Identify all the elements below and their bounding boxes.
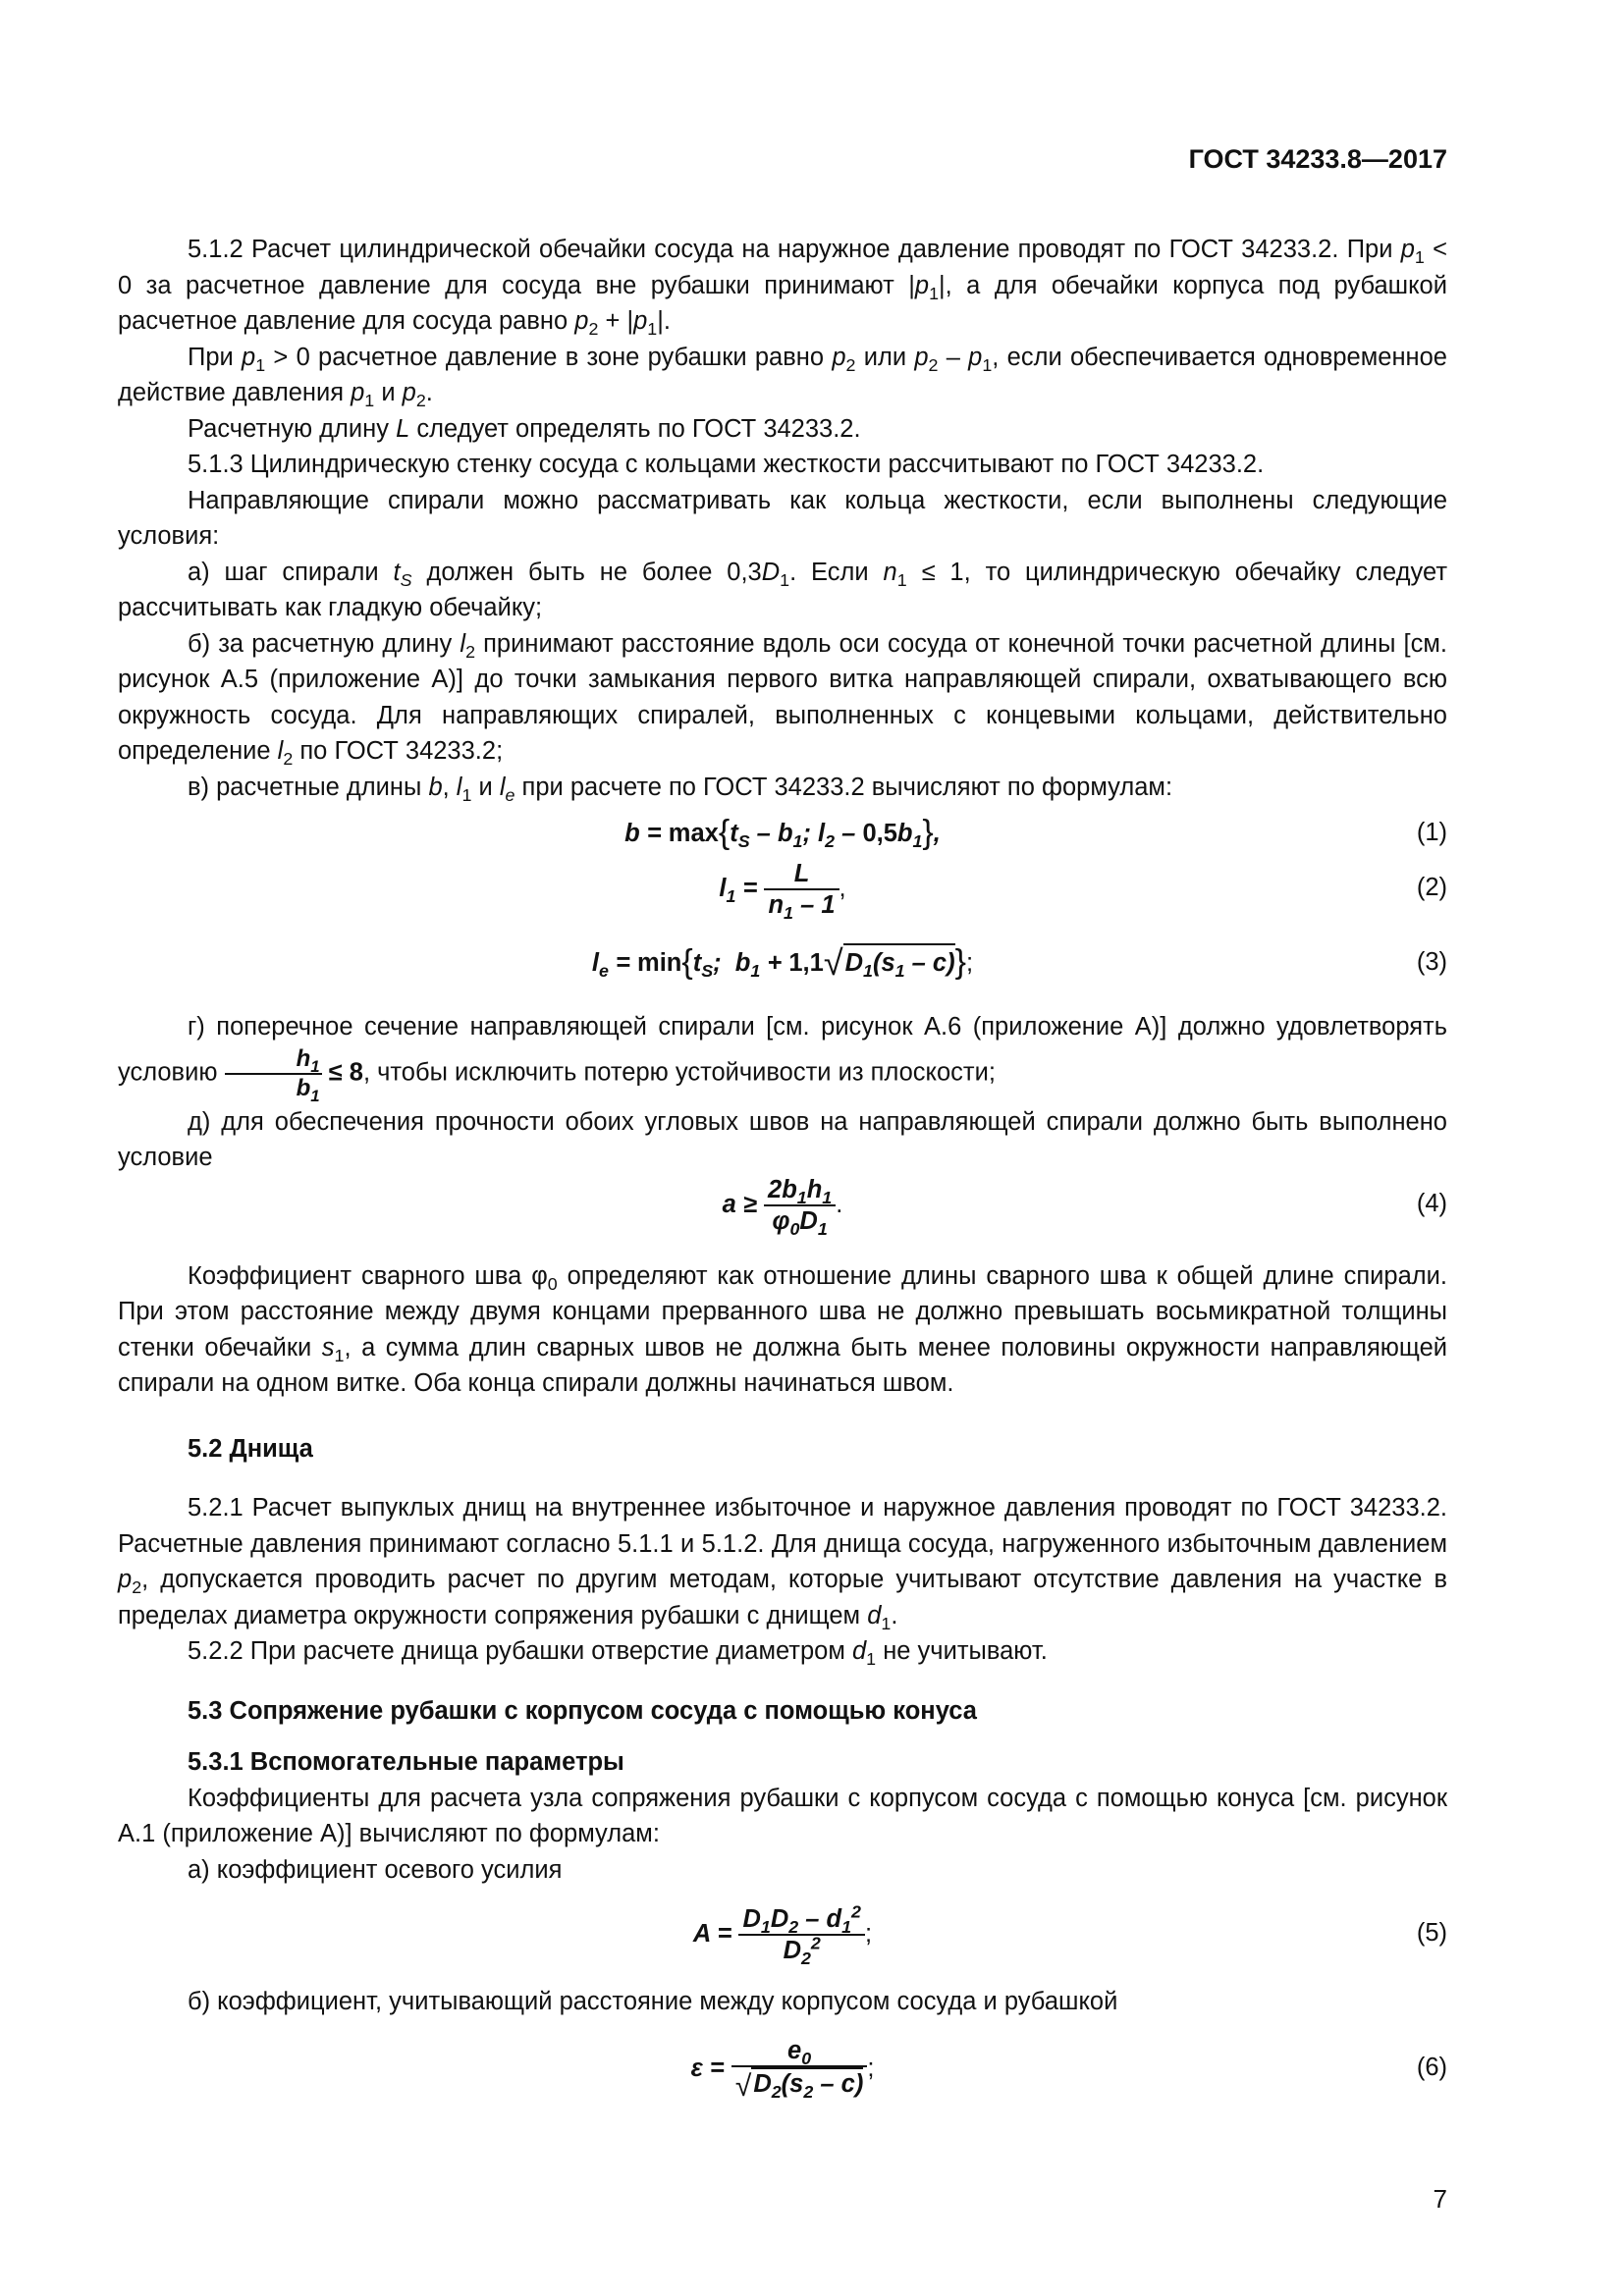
formula-1: $b = \max\{t_S - b_1$; $l_2 - 0,5b_1$}, (1) xyxy=(624,814,1447,851)
formula-3: $l_e = \min\{t_S$; $b_1 + 1,1√D_1(s_1 - c)$}; (3) xyxy=(118,934,1447,989)
paragraph-5-1-2: 5.1.2 Расчет цилиндрической обечайки сосуда на наружное давление проводят по ГОСТ 34233.2. При $p_1 < 0$ за расчетное давление для сосуда вне рубашки принимают $|p_1|$, а для обечайки корпуса под рубашкой расчетное давление для сосуда равно $p_2 + |p_1|$. xyxy=(118,236,1447,339)
list-item-v: в) расчетные длины b, $l_1$ и $l_e$ при расчете по ГОСТ 34233.2 вычисляют по формулам: xyxy=(188,773,1173,805)
formula-4: a ≥ $\frac{2b_1h_1}{\varphi_0D_1}$ . (4) xyxy=(722,1175,1447,1239)
section-5-2-heading: 5.2 Днища xyxy=(188,1434,313,1463)
subsection-5-3-1-heading: 5.3.1 Вспомогательные параметры xyxy=(188,1748,624,1776)
equation-number: (4) xyxy=(1416,1189,1447,1217)
running-header: ГОСТ 34233.8—2017 xyxy=(1188,144,1447,174)
list-item-d: д) для обеспечения прочности обоих угловых швов на направляющей спирали должно быть выполнено условие xyxy=(118,1107,1447,1171)
list-item-a: а) шаг спирали $t_S$ должен быть не более $0,3D_1$. Если $n_1 \le 1$, то цилиндрическую обечайку следует рассчитывать как гладкую обечайку; xyxy=(118,558,1448,621)
equation-number: (3) xyxy=(1416,948,1447,976)
formula-2: $l_1$ = $\frac{L}{n_1 - 1}$ , (2) xyxy=(719,860,1447,924)
equation-number: (5) xyxy=(1416,1919,1447,1947)
list-item-g: г) поперечное сечение направляющей спирали [см. рисунок А.6 (приложение А)] должно удовлетворять условию $\frac{h_1}{b_1}$ ≤ 8, чтобы исключить потерю устойчивости из плоскости; xyxy=(118,1013,1447,1105)
list-item-axial-force: а) коэффициент осевого усилия xyxy=(188,1855,563,1884)
equation-number: (6) xyxy=(1416,2053,1447,2081)
ratio-h1-b1: $\frac{h_1}{b_1}$ xyxy=(225,1045,322,1102)
paragraph-5-3-1: Коэффициенты для расчета узла сопряжения рубашки с корпусом сосуда с помощью конуса [см. рисунок А.1 (приложение А)] вычисляют по формулам: xyxy=(118,1784,1447,1847)
list-item-b: б) за расчетную длину $l_2$ принимают расстояние вдоль оси сосуда от конечной точки расчетной длины [см. рисунок А.5 (приложение А)] до точки замыкания первого витка направляющей спирали, охватывающего всю окружность сосуда. Для направляющих спиралей, выполненных с концевыми кольцами, действительно определение $l_2$ по ГОСТ 34233.2; xyxy=(118,629,1447,769)
section-5-3-heading: 5.3 Сопряжение рубашки с корпусом сосуда с помощью конуса xyxy=(188,1696,977,1725)
formula-6: ε = $\frac{e_0}{√D_2(s_2 - c)}$ ; (6) xyxy=(690,2037,1447,2104)
page-number: 7 xyxy=(1433,2184,1447,2214)
paragraph-5-1-3: 5.1.3 Цилиндрическую стенку сосуда с кольцами жесткости рассчитывают по ГОСТ 34233.2. xyxy=(188,451,1265,478)
paragraph-5-1-3-b: Направляющие спирали можно рассматривать как кольца жесткости, если выполнены следующие условия: xyxy=(118,486,1447,550)
formula-5: A = $\frac{D_1D_2 - d_1^2}{D_2^2}$ ; (5) xyxy=(692,1901,1447,1969)
paragraph-weld-coefficient: Коэффициент сварного шва $\varphi_0$ определяют как отношение длины сварного шва к общей длине спирали. При этом расстояние между двумя концами прерванного шва не должно превышать восьмикратной толщины стенки обечайки $s_1$, а сумма длин сварных швов не должна быть менее половины окружности направляющей спирали на одном витке. Оба конца спирали должны начинаться швом. xyxy=(118,1261,1448,1397)
list-item-distance-coefficient: б) коэффициент, учитывающий расстояние между корпусом сосуда и рубашкой xyxy=(188,1988,1118,2015)
paragraph-5-2-1: 5.2.1 Расчет выпуклых днищ на внутреннее избыточное и наружное давления проводят по ГОСТ 34233.2. Расчетные давления принимают согласно 5.1.1 и 5.1.2. Для днища сосуда, нагруженного избыточным давлением $p_2$, допускается проводить расчет по другим методам, которые учитывают отсутствие давления на участке в пределах диаметра окружности сопряжения рубашки с днищем $d_1$. xyxy=(118,1494,1447,1633)
equation-number: (2) xyxy=(1416,874,1447,901)
paragraph-5-2-2: 5.2.2 При расчете днища рубашки отверстие диаметром $d_1$ не учитывают. xyxy=(188,1637,1048,1669)
paragraph-5-1-2-c: Расчетную длину L следует определять по ГОСТ 34233.2. xyxy=(188,414,861,443)
equation-number: (1) xyxy=(1416,819,1447,846)
paragraph-5-1-2-b: При $p_1 > 0$ расчетное давление в зоне рубашки равно $p_2$ или $p_2 - p_1$, если обеспечивается одновременное действие давления $p_1$ и $p_2$. xyxy=(118,343,1447,410)
